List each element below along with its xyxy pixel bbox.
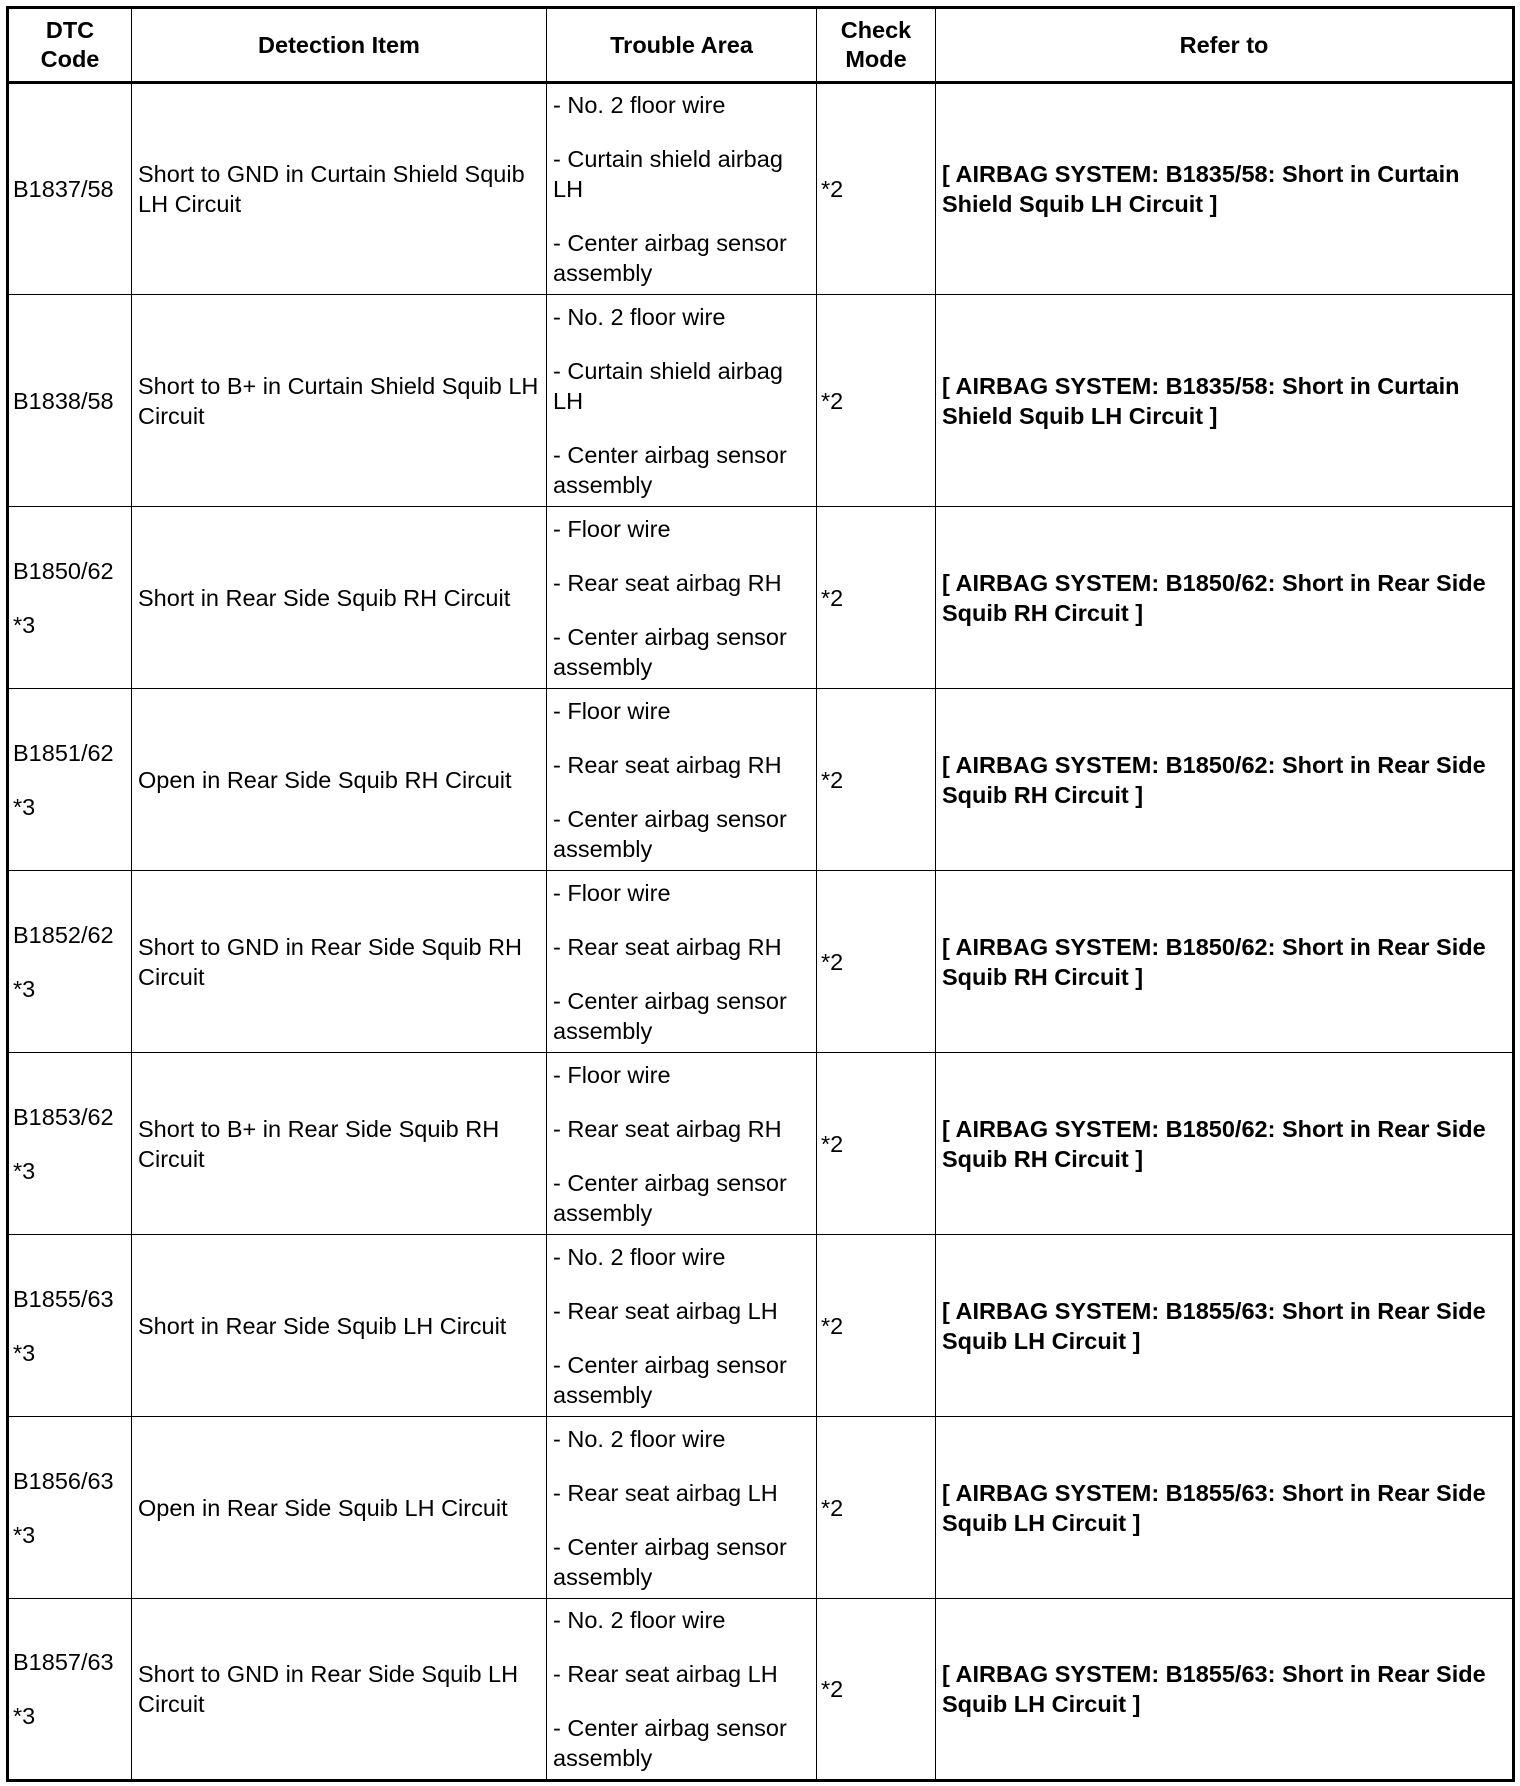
trouble-area-item: - No. 2 floor wire <box>553 303 726 330</box>
refer-to-link[interactable]: [ AIRBAG SYSTEM: B1855/63: Short in Rear Side Squib LH Circuit ] <box>936 1235 1514 1417</box>
header-dtc-code <box>8 8 132 83</box>
dtc-code-cell <box>8 1417 132 1599</box>
trouble-area-item: - Center airbag sensor assembly <box>553 441 787 498</box>
detection-item-cell: Open in Rear Side Squib LH Circuit <box>132 1417 547 1599</box>
trouble-area-item: - No. 2 floor wire <box>553 1243 726 1270</box>
dtc-code: B1852/62 <box>13 921 114 948</box>
dtc-code: B1837/58 <box>13 176 114 202</box>
dtc-code: B1856/63 <box>13 1467 114 1494</box>
table-row <box>8 1599 1514 1781</box>
refer-to-link[interactable]: [ AIRBAG SYSTEM: B1835/58: Short in Curtain Shield Squib LH Circuit ] <box>936 295 1514 507</box>
check-mode-cell: *2 <box>817 507 936 689</box>
dtc-code: B1838/58 <box>13 387 114 414</box>
dtc-code-cell <box>8 1053 132 1235</box>
header-trouble-area: Trouble Area <box>547 8 817 83</box>
trouble-area-cell <box>547 871 817 1053</box>
trouble-area-item: - Center airbag sensor assembly <box>553 1533 787 1590</box>
detection-item-cell: Short in Rear Side Squib LH Circuit <box>132 1235 547 1417</box>
trouble-area-item: - Rear seat airbag RH <box>553 1115 782 1142</box>
trouble-area-cell <box>547 83 817 295</box>
dtc-code: B1850/62 <box>13 557 114 584</box>
trouble-area-item: - Floor wire <box>553 879 671 906</box>
table-header <box>8 8 1514 83</box>
dtc-code-cell <box>8 83 132 295</box>
trouble-area-item: - No. 2 floor wire <box>553 1607 726 1633</box>
trouble-area-cell <box>547 1053 817 1235</box>
trouble-area-item: - Floor wire <box>553 697 671 724</box>
header-check-mode-label: Check Mode <box>840 17 912 72</box>
detection-item-cell: Open in Rear Side Squib RH Circuit <box>132 689 547 871</box>
table-row <box>8 1417 1514 1599</box>
dtc-code-cell <box>8 1235 132 1417</box>
check-mode-cell: *2 <box>817 295 936 507</box>
trouble-area-item: - Curtain shield airbag LH <box>553 146 783 202</box>
table-row <box>8 83 1514 295</box>
table-row <box>8 689 1514 871</box>
dtc-code-note: *3 <box>13 1339 36 1366</box>
dtc-code-note: *3 <box>13 793 36 820</box>
dtc-code: B1853/62 <box>13 1103 114 1130</box>
detection-item-cell: Short to B+ in Rear Side Squib RH Circuit <box>132 1053 547 1235</box>
refer-to-link[interactable]: [ AIRBAG SYSTEM: B1855/63: Short in Rear Side Squib LH Circuit ] <box>936 1417 1514 1599</box>
trouble-area-item: - Center airbag sensor assembly <box>553 805 787 862</box>
trouble-area-item: - Rear seat airbag RH <box>553 751 782 778</box>
check-mode-cell: *2 <box>817 1235 936 1417</box>
dtc-code-cell <box>8 1599 132 1781</box>
dtc-code: B1851/62 <box>13 739 114 766</box>
dtc-code-note: *3 <box>13 1157 36 1184</box>
trouble-area-item: - Rear seat airbag LH <box>553 1297 778 1324</box>
table-row <box>8 295 1514 507</box>
check-mode-cell: *2 <box>817 689 936 871</box>
dtc-code: B1855/63 <box>13 1285 114 1312</box>
dtc-table <box>6 6 1515 1782</box>
detection-item-cell: Short to GND in Curtain Shield Squib LH Circuit <box>132 83 547 295</box>
header-check-mode <box>817 8 936 83</box>
refer-to-link[interactable]: [ AIRBAG SYSTEM: B1835/58: Short in Curtain Shield Squib LH Circuit ] <box>936 83 1514 295</box>
trouble-area-cell <box>547 295 817 507</box>
detection-item-cell: Short to GND in Rear Side Squib RH Circuit <box>132 871 547 1053</box>
trouble-area-item: - Center airbag sensor assembly <box>553 1715 787 1771</box>
refer-to-link[interactable]: [ AIRBAG SYSTEM: B1850/62: Short in Rear Side Squib RH Circuit ] <box>936 871 1514 1053</box>
trouble-area-item: - Center airbag sensor assembly <box>553 1351 787 1408</box>
check-mode-cell: *2 <box>817 83 936 295</box>
dtc-code-cell <box>8 689 132 871</box>
table-body <box>8 83 1514 1781</box>
trouble-area-item: - Center airbag sensor assembly <box>553 987 787 1044</box>
dtc-code-cell <box>8 871 132 1053</box>
dtc-code-note: *3 <box>13 1703 36 1729</box>
dtc-code-note: *3 <box>13 975 36 1002</box>
trouble-area-cell <box>547 689 817 871</box>
dtc-code-cell <box>8 295 132 507</box>
detection-item-cell: Short to GND in Rear Side Squib LH Circuit <box>132 1599 547 1781</box>
check-mode-cell: *2 <box>817 1417 936 1599</box>
check-mode-cell: *2 <box>817 1599 936 1781</box>
dtc-code: B1857/63 <box>13 1649 114 1675</box>
trouble-area-item: - Center airbag sensor assembly <box>553 623 787 680</box>
trouble-area-cell <box>547 507 817 689</box>
trouble-area-item: - Floor wire <box>553 1061 671 1088</box>
refer-to-link[interactable]: [ AIRBAG SYSTEM: B1850/62: Short in Rear Side Squib RH Circuit ] <box>936 1053 1514 1235</box>
trouble-area-item: - Center airbag sensor assembly <box>553 230 787 286</box>
trouble-area-item: - Rear seat airbag LH <box>553 1661 778 1687</box>
header-row <box>8 8 1514 83</box>
refer-to-link[interactable]: [ AIRBAG SYSTEM: B1850/62: Short in Rear Side Squib RH Circuit ] <box>936 689 1514 871</box>
table-row <box>8 1235 1514 1417</box>
table-row <box>8 1053 1514 1235</box>
check-mode-cell: *2 <box>817 871 936 1053</box>
table-row <box>8 871 1514 1053</box>
header-refer-to: Refer to <box>936 8 1514 83</box>
trouble-area-cell <box>547 1417 817 1599</box>
trouble-area-item: - Curtain shield airbag LH <box>553 357 783 414</box>
trouble-area-item: - Floor wire <box>553 515 671 542</box>
trouble-area-cell <box>547 1235 817 1417</box>
dtc-code-cell <box>8 507 132 689</box>
dtc-code-note: *3 <box>13 1521 36 1548</box>
dtc-code-note: *3 <box>13 611 36 638</box>
refer-to-link[interactable]: [ AIRBAG SYSTEM: B1855/63: Short in Rear Side Squib LH Circuit ] <box>936 1599 1514 1781</box>
trouble-area-item: - Rear seat airbag LH <box>553 1479 778 1506</box>
trouble-area-item: - Rear seat airbag RH <box>553 569 782 596</box>
check-mode-cell: *2 <box>817 1053 936 1235</box>
trouble-area-cell <box>547 1599 817 1781</box>
table-row <box>8 507 1514 689</box>
detection-item-cell: Short to B+ in Curtain Shield Squib LH Circuit <box>132 295 547 507</box>
trouble-area-item: - No. 2 floor wire <box>553 1425 726 1452</box>
header-detection-item: Detection Item <box>132 8 547 83</box>
trouble-area-item: - No. 2 floor wire <box>553 92 726 118</box>
trouble-area-item: - Rear seat airbag RH <box>553 933 782 960</box>
detection-item-cell: Short in Rear Side Squib RH Circuit <box>132 507 547 689</box>
header-dtc-code-label: DTC Code <box>40 17 100 72</box>
refer-to-link[interactable]: [ AIRBAG SYSTEM: B1850/62: Short in Rear Side Squib RH Circuit ] <box>936 507 1514 689</box>
trouble-area-item: - Center airbag sensor assembly <box>553 1169 787 1226</box>
